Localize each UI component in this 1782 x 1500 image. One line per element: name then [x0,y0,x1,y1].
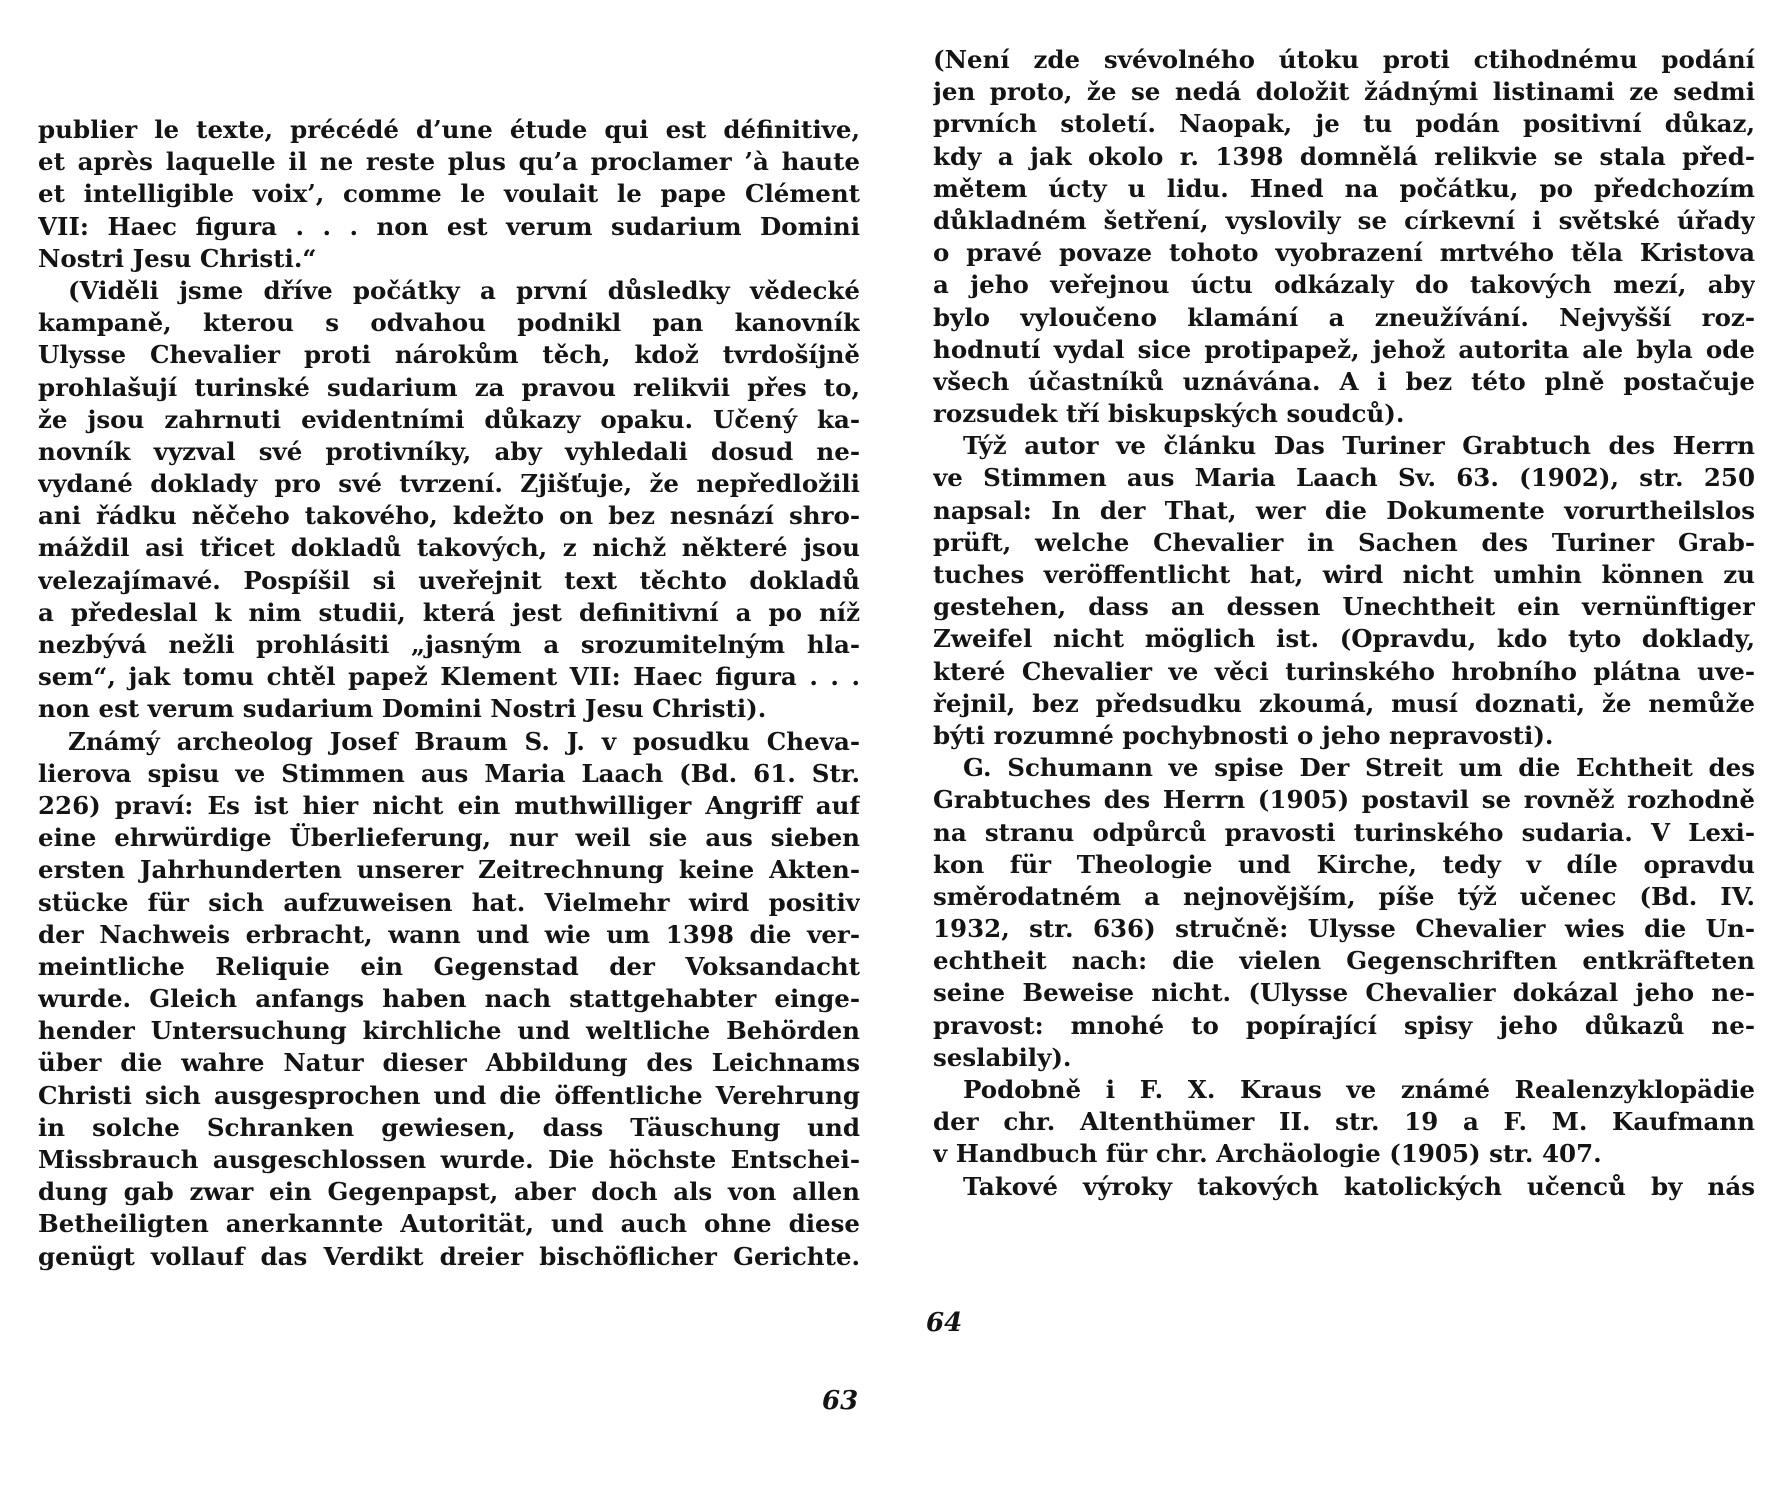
text-line: a jeho veřejnou úctu odkázaly do takových mezí, aby [933,270,1755,300]
text-line: které Chevalier ve věci turinského hrobního plátna uve- [933,656,1755,686]
text-line: kampaně, kterou s odvahou podnikl pan kanovník [38,308,860,338]
text-line: jen proto, že se nedá doložit žádnými listinami ze sedmi [933,77,1755,107]
text-line: meintliche Reliquie ein Gegenstad der Voksandacht [38,951,860,981]
page-number-left: 63 [822,1386,859,1416]
text-line: dung gab zwar ein Gegenpapst, aber doch als von allen [38,1177,860,1207]
text-line: ve Stimmen aus Maria Laach Sv. 63. (1902), str. 250 [933,463,1755,493]
text-line: bylo vyloučeno klamání a zneužívání. Nejvyšší roz- [933,302,1755,332]
text-line: napsal: In der That, wer die Dokumente vorurtheilslos [933,495,1755,525]
text-line: seine Beweise nicht. (Ulysse Chevalier dokázal jeho ne- [933,978,1755,1008]
text-line: máždil asi třicet dokladů takových, z nichž některé jsou [38,533,860,563]
text-line: VII: Haec figura . . . non est verum sudarium Domini [38,211,860,241]
text-line: kdy a jak okolo r. 1398 domnělá relikvie se stala před- [933,141,1755,171]
text-line: Takové výroky takových katolických učenců by nás [963,1171,1755,1201]
text-line: o pravé povaze tohoto vyobrazení mrtvého těla Kristova [933,238,1755,268]
text-line: (Není zde svévolného útoku proti ctihodnému podání [933,45,1755,74]
text-line: rozsudek tří biskupských soudců). [933,399,1405,429]
text-line: echtheit nach: die vielen Gegenschriften entkräfteten [933,946,1755,976]
text-line: nezbývá nežli prohlásiti „jasným a srozumitelným hla- [38,630,860,659]
text-line: prvních století. Naopak, je tu podán positivní důkaz, [933,109,1755,139]
text-line: všech účastníků uznávána. A i bez této plně postačuje [933,366,1755,396]
text-line: (Viděli jsme dříve počátky a první důsledky vědecké [68,275,860,305]
right-page-text [933,44,1755,1203]
text-line: že jsou zahrnuti evidentními důkazy opaku. Učený ka- [38,404,860,434]
text-line: lierova spisu ve Stimmen aus Maria Laach (Bd. 61. Str. [38,758,860,788]
text-line: stücke für sich aufzuweisen hat. Vielmehr wird positiv [38,887,860,917]
text-line: na stranu odpůrců pravosti turinského sudaria. V Lexi- [933,817,1755,847]
text-line: mětem úcty u lidu. Hned na počátku, po předchozím [933,173,1755,203]
text-line: pravost: mnohé to popírající spisy jeho důkazů ne- [933,1010,1755,1040]
text-line: Nostri Jesu Christi.“ [38,243,317,273]
text-line: über die wahre Natur dieser Abbildung des Leichnams [38,1048,860,1078]
text-line: Týž autor ve článku Das Turiner Grabtuch des Herrn [963,431,1755,461]
text-line: non est verum sudarium Domini Nostri Jesu Christi). [38,694,767,724]
text-line: velezajímavé. Pospíšil si uveřejnit text těchto dokladů [38,565,860,595]
text-line: ani řádku něčeho takového, kdežto on bez nesnází shro- [38,501,860,531]
text-line: Missbrauch ausgeschlossen wurde. Die höchste Entschei- [38,1145,860,1174]
text-line: Podobně i F. X. Kraus ve známé Realenzyklopädie [963,1075,1755,1104]
text-line: 226) praví: Es ist hier nicht ein muthwilliger Angriff auf [38,790,860,820]
text-line: důkladném šetření, vyslovily se církevní i světské úřady [933,205,1755,235]
text-line: v Handbuch für chr. Archäologie (1905) str. 407. [933,1139,1602,1169]
text-line: Grabtuches des Herrn (1905) postavil se rovněž rozhodně [933,785,1755,815]
text-line: der chr. Altenthümer II. str. 19 a F. M. Kaufmann [933,1107,1755,1137]
text-line: ersten Jahrhunderten unserer Zeitrechnung keine Akten- [38,855,860,885]
text-line: býti rozumné pochybnosti o jeho nepravosti). [933,720,1554,750]
text-line: Zweifel nicht möglich ist. (Opravdu, kdo tyto doklady, [933,624,1755,654]
text-line: in solche Schranken gewiesen, dass Täuschung und [38,1112,860,1142]
text-line: hender Untersuchung kirchliche und weltliche Behörden [38,1016,860,1046]
text-line: prohlašují turinské sudarium za pravou relikvii přes to, [38,372,860,402]
text-line: genügt vollauf das Verdikt dreier bischöflicher Gerichte. [38,1241,860,1271]
text-line: směrodatném a nejnovějším, píše týž učenec (Bd. IV. [933,881,1755,911]
text-line: Betheiligten anerkannte Autorität, und auch ohne diese [38,1209,860,1239]
text-line: prüft, welche Chevalier in Sachen des Turiner Grab- [933,527,1755,557]
text-line: 1932, str. 636) stručně: Ulysse Chevalier wies die Un- [933,914,1755,944]
text-line: tuches veröffentlicht hat, wird nicht umhin können zu [933,560,1755,589]
text-line: seslabily). [933,1042,1072,1072]
text-line: kon für Theologie und Kirche, tedy v díle opravdu [933,849,1755,879]
right-page [891,0,1782,1500]
text-line: Ulysse Chevalier proti nárokům těch, kdož tvrdošíjně [38,340,860,370]
text-line: et intelligible voix’, comme le voulait le pape Clément [38,179,860,209]
text-line: vydané doklady pro své tvrzení. Zjišťuje, že nepředložili [38,469,860,499]
text-line: eine ehrwürdige Überlieferung, nur weil sie aus sieben [38,823,860,853]
text-line: publier le texte, précédé d’une étude qui est définitive, [38,115,860,144]
page-number-right: 64 [926,1308,963,1338]
text-line: gestehen, dass an dessen Unechtheit ein vernünftiger [933,592,1755,622]
text-line: hodnutí vydal sice protipapež, jehož autorita ale byla ode [933,334,1755,364]
left-page-text [38,114,860,1273]
text-line: novník vyzval své protivníky, aby vyhledali dosud ne- [38,436,860,466]
text-line: der Nachweis erbracht, wann und wie um 1398 die ver- [38,919,860,949]
text-line: sem“, jak tomu chtěl papež Klement VII: Haec figura . . . [38,662,860,692]
text-line: Christi sich ausgesprochen und die öffentliche Verehrung [38,1080,860,1110]
text-line: Známý archeolog Josef Braum S. J. v posudku Cheva- [68,726,860,756]
text-line: a předeslal k nim studii, která jest definitivní a po níž [38,597,860,627]
text-line: wurde. Gleich anfangs haben nach stattgehabter einge- [38,984,860,1014]
text-line: et après laquelle il ne reste plus qu’a proclamer ’à haute [38,147,860,177]
text-line: řejnil, bez předsudku zkoumá, musí doznati, že nemůže [933,688,1755,718]
text-line: G. Schumann ve spise Der Streit um die Echtheit des [963,753,1755,783]
